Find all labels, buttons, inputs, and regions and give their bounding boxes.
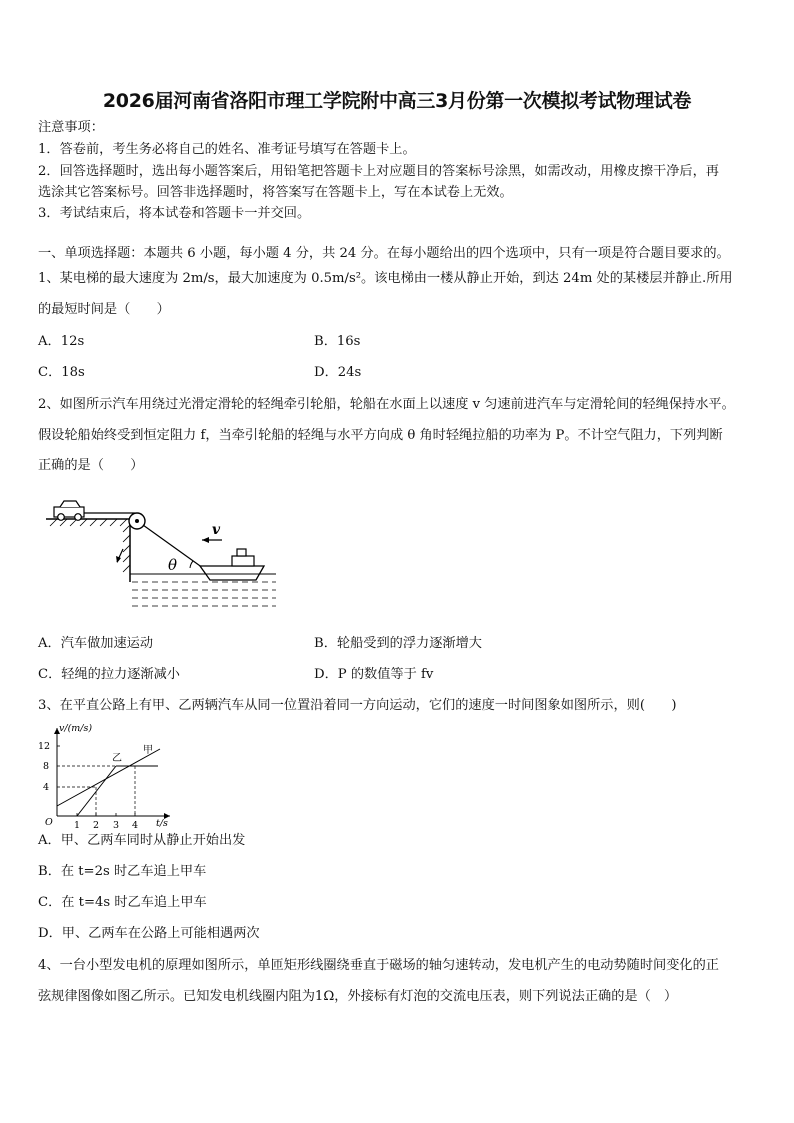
graph-ylabel: v/(m/s) [59, 723, 93, 734]
xtick-3: 3 [113, 820, 120, 828]
q3-option-d: D．甲、乙两车在公路上可能相遇两次 [38, 926, 260, 941]
q2-option-d: D．P 的数值等于 fv [314, 667, 434, 682]
boat-icon [200, 549, 264, 580]
q2-stem-cont: 假设轮船始终受到恒定阻力 f，当牵引轮船的轻绳与水平方向成 θ 角时轻绳拉船的功率为 P。不计空气阻力，下列判断 [38, 428, 723, 443]
q1-stem-cont: 的最短时间是（ ） [38, 302, 170, 317]
angle-label: θ [168, 556, 178, 574]
q1-stem: 1、某电梯的最大速度为 2m/s，最大加速度为 0.5m/s²。该电梯由一楼从静止开始，到达 24m 处的某楼层并静止.所用 [38, 271, 733, 286]
q3-vt-graph [30, 718, 180, 828]
q1-option-d: D．24s [314, 365, 362, 380]
notice-heading: 注意事项： [38, 120, 104, 135]
q3-option-c: C．在 t=4s 时乙车追上甲车 [38, 895, 207, 910]
q2-option-c: C．轻绳的拉力逐渐减小 [38, 667, 180, 682]
q4-stem-cont: 弦规律图像如图乙所示。已知发电机线圈内阻为1Ω，外接标有灯泡的交流电压表，则下列说法正确的是（ ） [38, 989, 678, 1004]
car-icon [54, 501, 84, 520]
notice-item-2-cont: 选涂其它答案标号。回答非选择题时，将答案写在答题卡上，写在本试卷上无效。 [38, 185, 513, 200]
graph-xlabel: t/s [156, 818, 168, 828]
pulley-icon [129, 513, 145, 529]
q3-stem: 3、在平直公路上有甲、乙两辆汽车从同一位置沿着同一方向运动，它们的速度一时间图象如图所示，则( ) [38, 698, 677, 713]
q1-option-c: C．18s [38, 365, 85, 380]
section-heading: 一、单项选择题：本题共 6 小题，每小题 4 分，共 24 分。在每小题给出的四个选项中，只有一项是符合题目要求的。 [38, 246, 730, 261]
notice-item-1: 1．答卷前，考生务必将自己的姓名、准考证号填写在答题卡上。 [38, 142, 416, 157]
q1-option-b: B．16s [314, 334, 361, 349]
q2-option-a: A．汽车做加速运动 [38, 636, 154, 651]
velocity-label: v [212, 522, 221, 538]
q2-stem: 2、如图所示汽车用绕过光滑定滑轮的轻绳牵引轮船，轮船在水面上以速度 v 匀速前进汽车与定滑轮间的轻绳保持水平。 [38, 397, 735, 412]
q3-option-b: B．在 t=2s 时乙车追上甲车 [38, 864, 207, 879]
q2-figure [40, 494, 280, 612]
graph-origin: O [45, 817, 53, 828]
q2-stem-cont2: 正确的是（ ） [38, 458, 144, 473]
ytick-12: 12 [38, 741, 51, 752]
page-title: 2026届河南省洛阳市理工学院附中高三3月份第一次模拟考试物理试卷 [102, 90, 692, 112]
xtick-4: 4 [132, 820, 139, 828]
q4-stem: 4、一台小型发电机的原理如图所示，单匝矩形线圈绕垂直于磁场的轴匀速转动，发电机产生的电动势随时间变化的正 [38, 958, 719, 973]
ytick-4: 4 [43, 782, 50, 793]
series-label-jia: 甲 [143, 745, 153, 756]
series-yi-line [77, 766, 116, 816]
q3-option-a: A．甲、乙两车同时从静止开始出发 [38, 833, 246, 848]
ytick-8: 8 [43, 761, 50, 772]
notice-item-3: 3．考试结束后，将本试卷和答题卡一并交回。 [38, 206, 311, 221]
notice-item-2: 2．回答选择题时，选出每小题答案后，用铅笔把答题卡上对应题目的答案标号涂黑，如需改动，用橡皮擦干净后，再 [38, 164, 719, 179]
xtick-1: 1 [74, 820, 81, 828]
q1-option-a: A．12s [38, 334, 85, 349]
xtick-2: 2 [93, 820, 100, 828]
series-label-yi: 乙 [112, 753, 122, 764]
series-jia-line [57, 749, 160, 806]
q2-option-b: B．轮船受到的浮力逐渐增大 [314, 636, 482, 651]
